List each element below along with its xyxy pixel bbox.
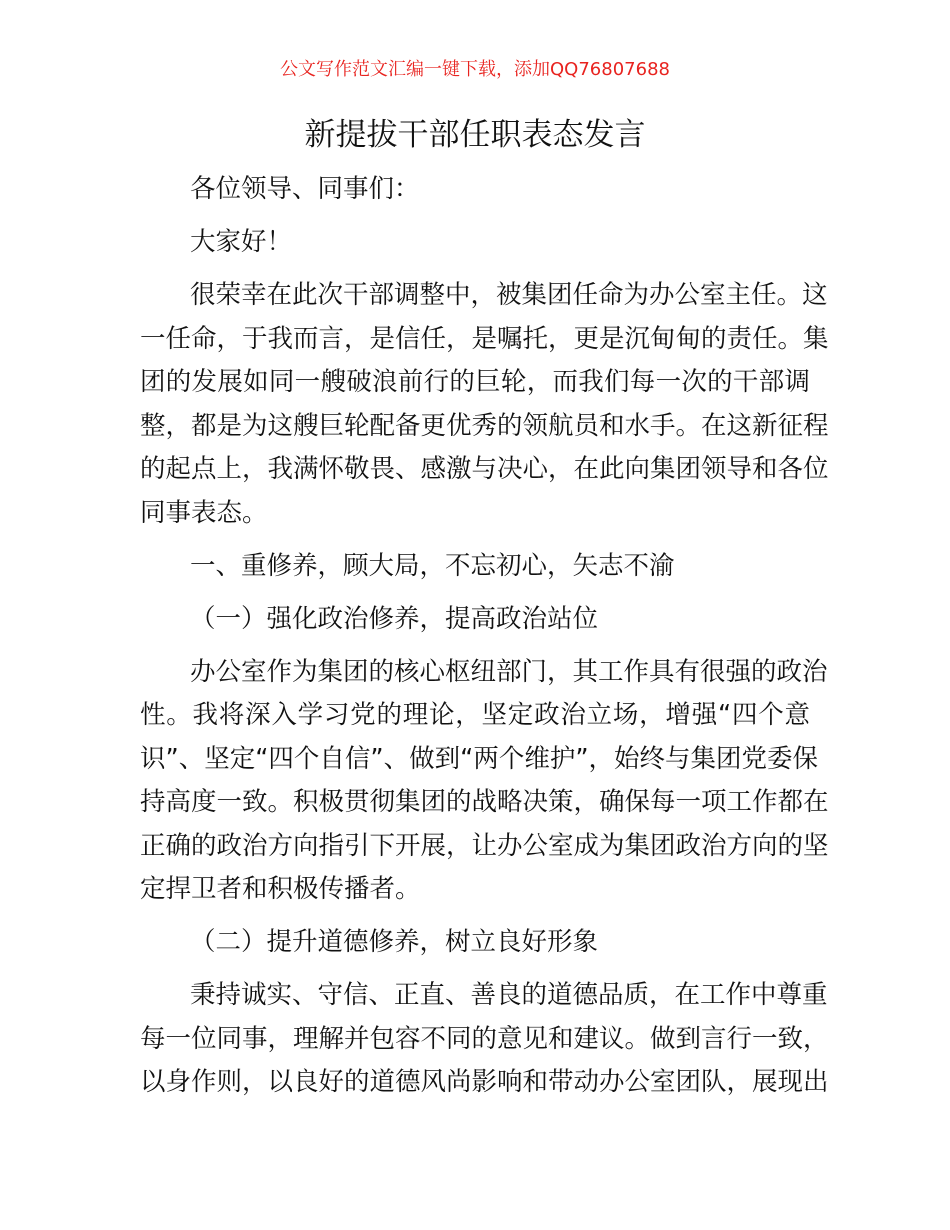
paragraph <box>140 651 829 912</box>
text-line: 一、重修养，顾大局，不忘初心，矢志不渝 <box>190 550 675 581</box>
text-line: 大家好！ <box>190 227 293 257</box>
text-line: （一）强化政治修养，提高政治站位 <box>190 603 599 634</box>
document-body <box>140 168 829 1114</box>
text-line: 正确的政治方向指引下开展，让办公室成为集团政治方向的坚 <box>140 830 829 861</box>
paragraph <box>140 221 810 265</box>
text-line: 同事表态。 <box>140 497 268 528</box>
paragraph <box>140 274 829 535</box>
text-line: 性。我将深入学习党的理论，坚定政治立场，增强“四个意 <box>140 700 810 730</box>
paragraph <box>140 545 810 589</box>
text-line: 定捍卫者和积极传播者。 <box>140 874 421 904</box>
text-line: 的起点上，我满怀敬畏、感激与决心，在此向集团领导和各位 <box>140 454 829 484</box>
text-line: 识”、坚定“四个自信”、做到“两个维护”，始终与集团党委保 <box>140 743 819 774</box>
text-line: 很荣幸在此次干部调整中，被集团任命为办公室主任。这 <box>190 280 828 310</box>
paragraph <box>140 598 810 642</box>
text-line: 秉持诚实、守信、正直、善良的道德品质，在工作中尊重 <box>190 980 828 1010</box>
text-line: 各位领导、同事们： <box>190 174 420 204</box>
download-banner: 公文写作范文汇编一键下载，添加QQ76807688 <box>280 59 670 80</box>
text-line: 整，都是为这艘巨轮配备更优秀的领航员和水手。在这新征程 <box>140 410 829 441</box>
text-line: 以身作则，以良好的道德风尚影响和带动办公室团队，展现出 <box>140 1067 829 1097</box>
document-title: 新提拔干部任职表态发言 <box>304 117 646 153</box>
paragraph <box>140 168 810 212</box>
paragraph <box>140 974 829 1105</box>
text-line: 每一位同事，理解并包容不同的意见和建议。做到言行一致， <box>140 1023 829 1054</box>
text-line: 办公室作为集团的核心枢纽部门，其工作具有很强的政治 <box>190 656 828 687</box>
text-line: 持高度一致。积极贯彻集团的战略决策，确保每一项工作都在 <box>140 787 829 817</box>
text-line: 团的发展如同一艘破浪前行的巨轮，而我们每一次的干部调 <box>140 367 810 397</box>
text-line: 一任命，于我而言，是信任，是嘱托，更是沉甸甸的责任。集 <box>140 323 829 354</box>
paragraph <box>140 921 810 965</box>
text-line: （二）提升道德修养，树立良好形象 <box>190 927 599 957</box>
